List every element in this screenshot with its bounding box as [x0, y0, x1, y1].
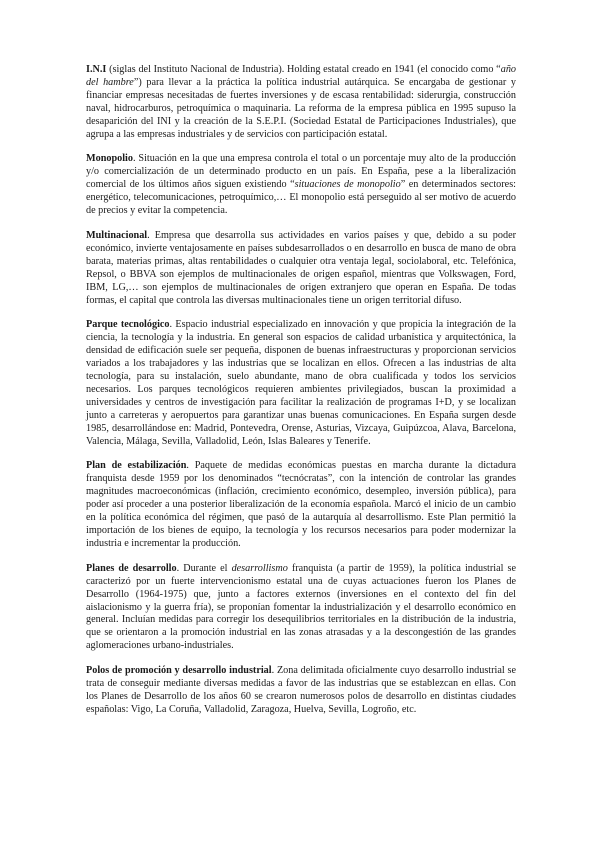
glossary-entry-i-n-i — [86, 64, 516, 141]
glossary-term: Parque tecnológico — [86, 319, 170, 331]
glossary-entry-parque-tecnologico — [86, 319, 516, 448]
definition-text: . Paquete de medidas económicas puestas en marcha durante la dictadura franquista desde 1959 por los denominados “tecnócratas”, con la intención de controlar las grandes magnitudes macroeconómicas (inflación, crecimiento económico, desempleo, inversión pública), para poder así proceder a una posterior liberalización de la economía española. Marcó el inicio de un cambio en la política económica del régimen, que pasó de la autarquía al desarrollismo. Este Plan permitió la importación de los bienes de equipo, la tecnología y los recursos necesarios para poder modernizar la industria e incrementar la producción. — [86, 460, 516, 549]
definition-text: franquista (a partir de 1959), la política industrial se caracterizó por un fuerte intervencionismo estatal una de cuyas actuaciones fueron los Planes de Desarrollo (1964-1975) que, junto a factores externos (inversiones en el contexto del fin del aislacionismo y la guerra fría), se proponían fomentar la industrialización y el desarrollo económico en general. Incluían medidas para corregir los desequilibrios territoriales en la distribución de la industria, que se orientaron a la promoción industrial en las zonas atrasadas y a la descongestión de las grandes aglomeraciones urbano-industriales. — [86, 562, 517, 652]
glossary-entry-polos-de-promocion-y-desarrollo-industrial — [86, 665, 516, 717]
glossary-entry-planes-de-desarrollo — [86, 563, 516, 653]
glossary-entry-plan-de-estabilizacion — [86, 460, 516, 550]
glossary-term: Planes de desarrollo — [86, 562, 177, 574]
glossary-term: Polos de promoción y desarrollo industrial — [86, 665, 272, 677]
italic-phrase: desarrollismo — [231, 562, 288, 574]
glossary-entry-multinacional — [86, 230, 516, 307]
definition-text: ”) para llevar a la práctica la política industrial autárquica. Se encargaba de gestionar y financiar empresas necesitadas de fuertes inversiones y de escasa rentabilidad: siderurgia, construcción naval, hidrocarburos, petroquímica o maquinaria. La reforma de la empresa pública en 1995 supuso la desaparición del INI y la creación de la S.E.P.I. (Sociedad Estatal de Participaciones Industriales), que agrupa a las empresas industriales y de servicios con participación estatal. — [86, 76, 516, 140]
glossary — [86, 64, 516, 717]
definition-text: . Empresa que desarrolla sus actividades en varios países y que, debido a su poder económico, invierte ventajosamente en países subdesarrollados o en desarrollo en busca de mano de obra barata, materias primas, altas rentabilidades o cualquier otra ventaja legal, sociolaboral, etc. Telefónica, Repsol, o BBVA son ejemplos de multinacionales de origen español, mientras que Volkswagen, Ford, IBM, LG,… son ejemplos de multinacionales de origen extranjero que operan en España. De todas formas, el capital que controla las diversas multinacionales tiene un origen territorial difuso. — [86, 229, 516, 306]
italic-phrase: situaciones de monopolio — [294, 179, 401, 191]
definition-text: . Espacio industrial especializado en innovación y que propicia la integración de la ciencia, la tecnología y la industria. En general son espacios de calidad urbanística y arquitectónica, la densidad de edificación suele ser pequeña, disponen de buenas infraestructuras y proporcionan servicios variados a los trabajadores y las industrias que se localizan en ellos. Ofrecen a las industrias de alta tecnología, para su instalación, suelo abundante, mano de obra cualificada y todos los servicios necesarios. Los parques tecnológicos requieren ambientes privilegiados, buscan la proximidad a universidades y centros de investigación para facilitar la realización de programas I+D, y se localizan junto a carreteras y aeropuertos para garantizar unas buenas comunicaciones. En España surgen desde 1985, desarrollándose en: Madrid, Pontevedra, Orense, Asturias, Vizcaya, Guipúzcoa, Alava, Barcelona, Valencia, Málaga, Sevilla, Valladolid, León, Islas Baleares y Tenerife. — [86, 319, 516, 447]
glossary-term: Plan de estabilización — [86, 460, 187, 472]
glossary-term: Monopolio — [86, 153, 133, 165]
definition-text: . Situación en la que una empresa controla el total o un porcentaje muy alto de la producción y/o comercialización de un determinado producto en un país. En España, pese a la liberalización comercial de los últimos años siguen existiendo “ — [86, 153, 516, 191]
definition-text: (siglas del Instituto Nacional de Industria). Holding estatal creado en 1941 (el conocido como “ — [106, 64, 501, 75]
definition-text: ” en determinados sectores: energético, telecomunicaciones, petroquímico,… El monopolio está perseguido al ser motivo de acuerdo de precios y evitar la competencia. — [86, 179, 516, 217]
definition-text: . Zona delimitada oficialmente cuyo desarrollo industrial se trata de conseguir mediante diversas medidas a favor de las industrias que se establezcan en ellas. Con los Planes de Desarrollo de los años 60 se crearon numerosos polos de desarrollo en distintas ciudades españolas: Vigo, La Coruña, Valladolid, Zaragoza, Huelva, Sevilla, Logroño, etc. — [86, 665, 516, 715]
glossary-entry-monopolio — [86, 153, 516, 218]
definition-text: . Durante el — [176, 562, 232, 574]
glossary-term: Multinacional — [86, 229, 148, 241]
italic-phrase: año del hambre — [86, 64, 516, 88]
glossary-term: I.N.I — [86, 64, 107, 75]
